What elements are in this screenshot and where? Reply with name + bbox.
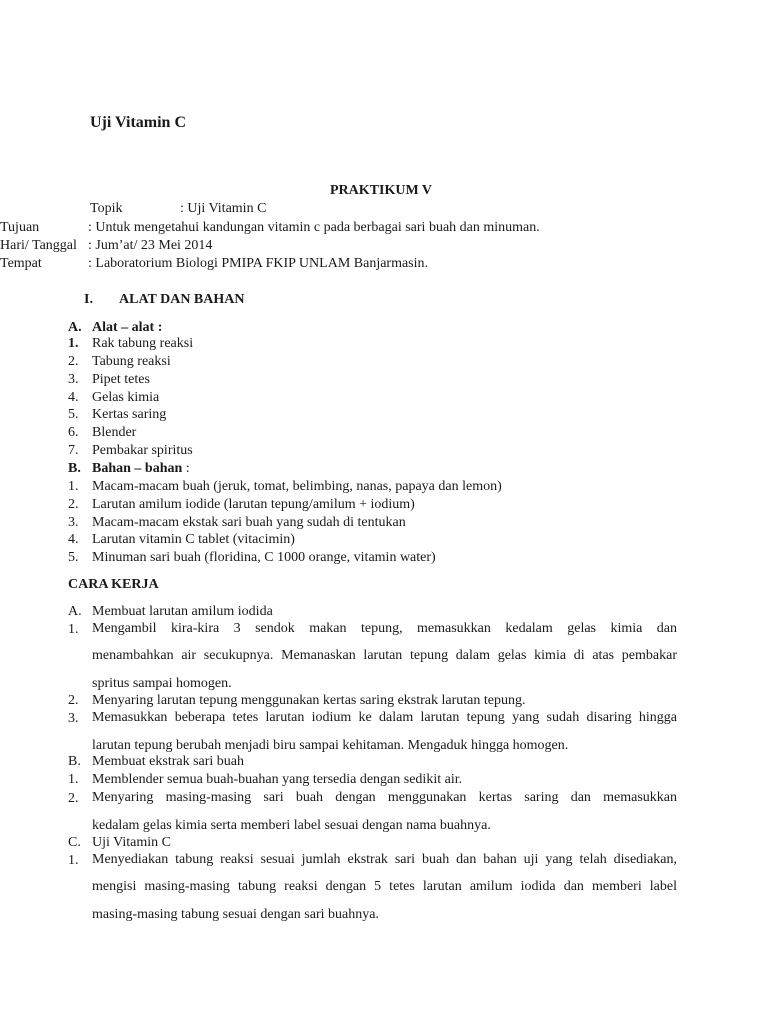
hari-tanggal-label: Hari/ Tanggal [0,238,77,253]
step-group-title: Uji Vitamin C [92,835,172,850]
list-item: Larutan vitamin C tablet (vitacimin) [92,532,295,547]
step-number: 1. [68,772,79,787]
step-group-title: Membuat larutan amilum iodida [92,604,273,619]
hari-tanggal-value: : Jum’at/ 23 Mei 2014 [88,238,213,253]
step-number: 2. [68,791,79,806]
step-text: larutan tepung berubah menjadi biru sampai kehitaman. Mengaduk hingga homogen. [92,738,569,753]
list-item: Blender [92,425,137,440]
list-item: Larutan amilum iodide (larutan tepung/amilum + iodium) [92,497,415,512]
topik-label: Topik [90,201,123,216]
section-number: I. [84,292,93,307]
step-text: Memblender semua buah-buahan yang tersedia dengan sedikit air. [92,772,463,787]
list-item: Macam-macam ekstak sari buah yang sudah di tentukan [92,515,406,530]
list-item-number: 1. [68,336,79,351]
list-item-number: 5. [68,550,79,565]
list-item-number: 3. [68,372,79,387]
list-item-number: 4. [68,390,79,405]
list-item: Pembakar spiritus [92,443,193,458]
list-item-number: 7. [68,443,79,458]
step-text: mengisi masing-masing tabung reaksi dengan 5 tetes larutan amilum iodida dan memberi label [92,879,677,894]
step-text: Mengambil kira-kira 3 sendok makan tepung, memasukkan kedalam gelas kimia dan [92,621,677,636]
step-number: 3. [68,711,79,726]
step-text: menambahkan air secukupnya. Memanaskan larutan tepung dalam gelas kimia di atas pembakar [92,648,677,663]
tujuan-label: Tujuan [0,220,40,235]
list-item: Tabung reaksi [92,354,171,369]
practicum-heading: PRAKTIKUM V [330,183,433,198]
step-text: kedalam gelas kimia serta memberi label sesuai dengan nama buahnya. [92,818,491,833]
tujuan-value: : Untuk mengetahui kandungan vitamin c pada berbagai sari buah dan minuman. [88,220,540,235]
list-item: Macam-macam buah (jeruk, tomat, belimbing, nanas, papaya dan lemon) [92,479,502,494]
step-number: 1. [68,853,79,868]
step-group-letter: B. [68,754,81,769]
tempat-value: : Laboratorium Biologi PMIPA FKIP UNLAM Banjarmasin. [88,256,429,271]
list-item-number: 6. [68,425,79,440]
alat-title: Alat – alat : [92,320,163,335]
step-text: spritus sampai homogen. [92,676,232,691]
list-item-number: 4. [68,532,79,547]
list-item: Pipet tetes [92,372,150,387]
list-item: Kertas saring [92,407,167,422]
step-group-letter: C. [68,835,81,850]
alat-letter: A. [68,320,82,335]
step-group-letter: A. [68,604,82,619]
list-item: Minuman sari buah (floridina, C 1000 orange, vitamin water) [92,550,436,565]
bahan-title-line [92,460,190,478]
bahan-letter: B. [68,461,81,476]
step-text: Memasukkan beberapa tetes larutan iodium ke dalam larutan tepung yang sudah disaring hingga [92,710,677,725]
list-item: Rak tabung reaksi [92,336,194,351]
step-number: 2. [68,693,79,708]
list-item-number: 1. [68,479,79,494]
section-title: ALAT DAN BAHAN [119,292,245,307]
step-number: 1. [68,622,79,637]
step-text: Menyaring larutan tepung menggunakan kertas saring ekstrak larutan tepung. [92,693,526,708]
bahan-colon: : [182,461,190,476]
cara-kerja-title: CARA KERJA [68,577,159,592]
list-item-number: 3. [68,515,79,530]
step-text: masing-masing tabung sesuai dengan sari buahnya. [92,907,379,922]
step-text: Menyaring masing-masing sari buah dengan menggunakan kertas saring dan memasukkan [92,790,677,805]
step-group-title: Membuat ekstrak sari buah [92,754,245,769]
list-item-number: 5. [68,407,79,422]
document-title: Uji Vitamin C [90,114,186,131]
list-item-number: 2. [68,497,79,512]
list-item: Gelas kimia [92,390,160,405]
list-item-number: 2. [68,354,79,369]
bahan-title: Bahan – bahan [92,461,183,476]
step-text: Menyediakan tabung reaksi sesuai jumlah ekstrak sari buah dan bahan uji yang telah disediakan, [92,852,677,867]
tempat-label: Tempat [0,256,42,271]
topik-value: : Uji Vitamin C [180,201,267,216]
